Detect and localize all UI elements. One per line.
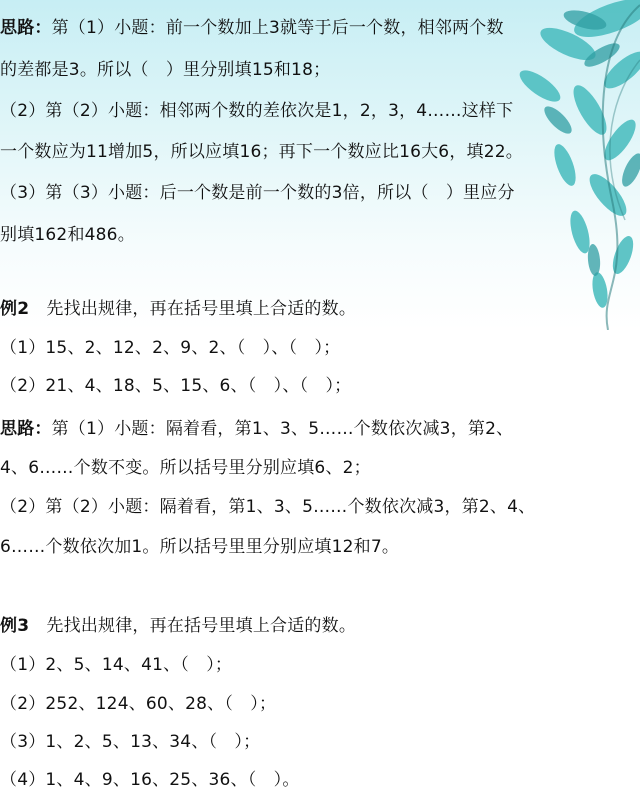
example-3-q1 xyxy=(0,652,232,678)
example-2-title xyxy=(0,296,356,322)
example-3-label: 例3 xyxy=(0,616,30,636)
example-2-instruction: 先找出规律，再在括号里填上合适的数。 xyxy=(29,299,357,319)
example-3-q2-text: （2）252、124、60、28、（ ）； xyxy=(0,694,277,714)
example-2-thinking-text-4: 6……个数依次加1。所以括号里里分别应填12和7。 xyxy=(0,537,400,557)
example-2-q2 xyxy=(0,373,351,399)
thinking-label-1: 思路： xyxy=(0,18,52,38)
thinking-line-5 xyxy=(0,180,515,206)
example-2-label: 例2 xyxy=(0,299,30,319)
thinking-line-6 xyxy=(0,222,135,248)
example-3-q3-text: （3）1、2、5、13、34、（ ）； xyxy=(0,732,261,752)
thinking-line-3 xyxy=(0,98,513,124)
thinking-text-1: 第（1）小题：前一个数加上3就等于后一个数，相邻两个数 xyxy=(51,18,504,38)
example-3-q4 xyxy=(0,767,300,793)
example-2-thinking-label: 思路： xyxy=(0,419,52,439)
example-2-thinking-2 xyxy=(0,455,371,481)
example-3-q4-text: （4）1、4、9、16、25、36、（ ）。 xyxy=(0,770,300,790)
example-2-q1-text: （1）15、2、12、2、9、2、（ ）、（ ）； xyxy=(0,338,341,358)
thinking-line-2 xyxy=(0,57,330,83)
thinking-text-6: 别填162和486。 xyxy=(0,225,135,245)
example-2-thinking-1 xyxy=(0,416,513,442)
example-2-thinking-text-1: 第（1）小题：隔着看，第1、3、5……个数依次减3，第2、 xyxy=(51,419,514,439)
example-3-q2 xyxy=(0,691,276,717)
example-3-title xyxy=(0,613,356,639)
thinking-line-4 xyxy=(0,139,523,165)
example-2-thinking-text-3: （2）第（2）小题：隔着看，第1、3、5……个数依次减3，第2、4、 xyxy=(0,497,536,517)
example-2-q2-text: （2）21、4、18、5、15、6、（ ）、（ ）； xyxy=(0,376,352,396)
thinking-line-1 xyxy=(0,15,504,41)
thinking-text-3: （2）第（2）小题：相邻两个数的差依次是1，2，3，4……这样下 xyxy=(0,101,514,121)
thinking-text-5: （3）第（3）小题：后一个数是前一个数的3倍，所以（ ）里应分 xyxy=(0,183,515,203)
example-2-q1 xyxy=(0,335,340,361)
thinking-text-2: 的差都是3。所以（ ）里分别填15和18； xyxy=(0,60,331,80)
example-3-q3 xyxy=(0,729,260,755)
example-3-instruction: 先找出规律，再在括号里填上合适的数。 xyxy=(29,616,357,636)
example-3-q1-text: （1）2、5、14、41、（ ）； xyxy=(0,655,233,675)
leaves-decoration xyxy=(380,0,640,330)
example-2-thinking-3 xyxy=(0,494,535,520)
example-2-thinking-text-2: 4、6……个数不变。所以括号里分别应填6、2； xyxy=(0,458,371,478)
example-2-thinking-4 xyxy=(0,534,399,560)
thinking-text-4: 一个数应为11增加5，所以应填16；再下一个数应比16大6，填22。 xyxy=(0,142,523,162)
